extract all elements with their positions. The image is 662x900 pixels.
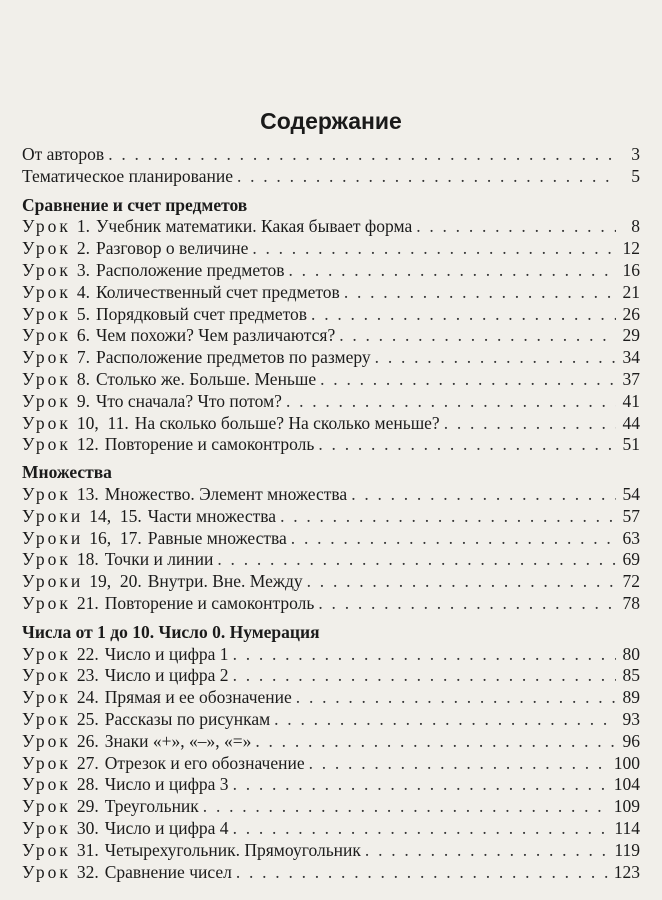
toc-entry xyxy=(22,796,640,818)
page-number: 3 xyxy=(631,144,640,164)
page-number: 63 xyxy=(622,527,640,548)
entry-number: 19, 20. xyxy=(89,571,142,592)
page-number: 51 xyxy=(622,434,640,455)
entry-number: 22. xyxy=(76,643,99,664)
entry-number: 32. xyxy=(76,861,99,882)
entry-title: Разговор о величине xyxy=(95,238,249,259)
entry-title: Расположение предметов по размеру xyxy=(95,347,371,368)
entry-label: Урок xyxy=(22,665,71,686)
dot-leader xyxy=(203,796,610,818)
page-number: 21 xyxy=(622,281,640,302)
toc-entry xyxy=(22,304,640,326)
entry-label: Урок xyxy=(22,281,71,302)
dot-leader xyxy=(233,665,616,687)
page-number: 29 xyxy=(622,325,640,346)
entry-label: Уроки xyxy=(22,527,84,548)
entry-label: Урок xyxy=(22,259,71,280)
toc-entry xyxy=(22,282,640,304)
page-number: 104 xyxy=(613,774,640,795)
toc-entry xyxy=(22,391,640,413)
entry-number: 25. xyxy=(76,708,99,729)
entry-title: Количественный счет предметов xyxy=(95,281,340,302)
page-number: 41 xyxy=(622,390,640,411)
dot-leader xyxy=(233,644,616,666)
entry-label: Урок xyxy=(22,730,71,751)
toc-entry xyxy=(22,369,640,391)
dot-leader xyxy=(444,413,616,435)
entry-label: Урок xyxy=(22,839,71,860)
page-number: 26 xyxy=(622,303,640,324)
table-of-contents xyxy=(22,144,640,883)
entry-label: Урок xyxy=(22,687,71,708)
entry-number: 10, 11. xyxy=(76,412,129,433)
entry-number: 24. xyxy=(76,687,99,708)
page-number: 37 xyxy=(622,368,640,389)
toc-entry xyxy=(22,238,640,260)
page-number: 69 xyxy=(622,549,640,570)
dot-leader xyxy=(233,774,610,796)
entry-number: 7. xyxy=(76,347,90,368)
entry-label: Уроки xyxy=(22,571,84,592)
entry-label: Урок xyxy=(22,796,71,817)
toc-entry xyxy=(22,260,640,282)
entry-title: От авторов xyxy=(22,144,105,164)
entry-title: Внутри. Вне. Между xyxy=(147,571,303,592)
entry-label: Урок xyxy=(22,817,71,838)
dot-leader xyxy=(291,528,616,550)
dot-leader xyxy=(307,571,616,593)
entry-label: Урок xyxy=(22,368,71,389)
section-heading: Числа от 1 до 10. Число 0. Нумерация xyxy=(22,621,320,642)
entry-number: 27. xyxy=(76,752,99,773)
entry-title: Рассказы по рисункам xyxy=(104,708,271,729)
page-title: Содержание xyxy=(260,108,402,134)
section-heading: Сравнение и счет предметов xyxy=(22,194,248,215)
toc-entry xyxy=(22,434,640,456)
toc-entry xyxy=(22,484,640,506)
entry-number: 12. xyxy=(76,434,99,455)
entry-label: Урок xyxy=(22,774,71,795)
entry-title: Число и цифра 4 xyxy=(104,817,229,838)
entry-number: 4. xyxy=(76,281,90,302)
entry-label: Урок xyxy=(22,752,71,773)
page-number: 119 xyxy=(614,839,640,860)
toc-entry xyxy=(22,862,640,884)
entry-number: 26. xyxy=(76,730,99,751)
dot-leader xyxy=(289,260,616,282)
entry-title: Четырехугольник. Прямоугольник xyxy=(104,839,361,860)
dot-leader xyxy=(280,506,616,528)
entry-number: 1. xyxy=(76,216,90,237)
entry-label: Урок xyxy=(22,390,71,411)
dot-leader xyxy=(318,593,616,615)
entry-title: Повторение и самоконтроль xyxy=(104,434,315,455)
toc-entry xyxy=(22,840,640,862)
toc-entry xyxy=(22,644,640,666)
toc-entry xyxy=(22,549,640,571)
page-number: 57 xyxy=(622,505,640,526)
page-number: 72 xyxy=(622,571,640,592)
entry-title: Прямая и ее обозначение xyxy=(104,687,292,708)
page-number: 109 xyxy=(613,796,640,817)
section-heading: Множества xyxy=(22,462,112,483)
entry-title: Треугольник xyxy=(104,796,199,817)
entry-number: 31. xyxy=(76,839,99,860)
dot-leader xyxy=(108,144,616,166)
entry-title: Тематическое планирование xyxy=(22,165,233,186)
entry-label: Урок xyxy=(22,216,71,237)
page-number: 78 xyxy=(622,592,640,613)
dot-leader xyxy=(416,216,616,238)
entry-label: Урок xyxy=(22,238,71,259)
page-number: 34 xyxy=(622,347,640,368)
entry-number: 5. xyxy=(76,303,90,324)
dot-leader xyxy=(339,325,616,347)
page-number: 12 xyxy=(622,238,640,259)
toc-entry xyxy=(22,593,640,615)
toc-entry xyxy=(22,665,640,687)
toc-entry xyxy=(22,818,640,840)
dot-leader xyxy=(309,753,610,775)
entry-title: Число и цифра 3 xyxy=(104,774,229,795)
toc-entry xyxy=(22,709,640,731)
entry-number: 9. xyxy=(76,390,90,411)
entry-label: Урок xyxy=(22,708,71,729)
entry-title: Порядковый счет предметов xyxy=(95,303,308,324)
entry-title: Расположение предметов xyxy=(95,259,285,280)
toc-entry xyxy=(22,166,640,188)
entry-label: Урок xyxy=(22,303,71,324)
entry-number: 16, 17. xyxy=(89,527,142,548)
toc-entry xyxy=(22,506,640,528)
dot-leader xyxy=(255,731,616,753)
dot-leader xyxy=(286,391,616,413)
page-number: 100 xyxy=(613,752,640,773)
page-number: 123 xyxy=(613,861,640,882)
entry-number: 14, 15. xyxy=(89,505,142,526)
toc-entry xyxy=(22,571,640,593)
dot-leader xyxy=(344,282,616,304)
page-number: 80 xyxy=(622,643,640,664)
entry-title: Число и цифра 2 xyxy=(104,665,229,686)
entry-label: Уроки xyxy=(22,505,84,526)
entry-title: Повторение и самоконтроль xyxy=(104,592,315,613)
entry-label: Урок xyxy=(22,434,71,455)
entry-title: Отрезок и его обозначение xyxy=(104,752,305,773)
entry-number: 8. xyxy=(76,368,90,389)
dot-leader xyxy=(233,818,611,840)
entry-title: Точки и линии xyxy=(104,549,214,570)
entry-label: Урок xyxy=(22,592,71,613)
dot-leader xyxy=(237,166,616,188)
entry-title: Множество. Элемент множества xyxy=(104,483,348,504)
dot-leader xyxy=(274,709,616,731)
toc-entry xyxy=(22,347,640,369)
entry-label: Урок xyxy=(22,347,71,368)
entry-number: 21. xyxy=(76,592,99,613)
entry-number: 23. xyxy=(76,665,99,686)
page-number: 8 xyxy=(631,216,640,237)
dot-leader xyxy=(252,238,616,260)
entry-number: 2. xyxy=(76,238,90,259)
entry-title: Учебник математики. Какая бывает форма xyxy=(95,216,413,237)
entry-number: 6. xyxy=(76,325,90,346)
page-number: 44 xyxy=(622,412,640,433)
entry-number: 30. xyxy=(76,817,99,838)
entry-label: Урок xyxy=(22,643,71,664)
entry-number: 18. xyxy=(76,549,99,570)
toc-entry xyxy=(22,325,640,347)
entry-label: Урок xyxy=(22,325,71,346)
entry-title: На сколько больше? На сколько меньше? xyxy=(134,412,440,433)
dot-leader xyxy=(320,369,616,391)
dot-leader xyxy=(365,840,610,862)
entry-title: Части множества xyxy=(147,505,277,526)
page-number: 5 xyxy=(631,165,640,186)
page-number: 114 xyxy=(614,817,640,838)
page-number: 89 xyxy=(622,687,640,708)
toc-entry xyxy=(22,774,640,796)
dot-leader xyxy=(217,549,616,571)
toc-entry xyxy=(22,528,640,550)
entry-title: Столько же. Больше. Меньше xyxy=(95,368,317,389)
toc-entry xyxy=(22,687,640,709)
entry-number: 13. xyxy=(76,483,99,504)
page-number: 96 xyxy=(622,730,640,751)
dot-leader xyxy=(296,687,616,709)
entry-title: Что сначала? Что потом? xyxy=(95,390,282,411)
entry-title: Сравнение чисел xyxy=(104,861,232,882)
page-number: 85 xyxy=(622,665,640,686)
toc-entry xyxy=(22,753,640,775)
toc-entry xyxy=(22,413,640,435)
dot-leader xyxy=(311,304,616,326)
toc-entry xyxy=(22,144,640,166)
entry-title: Число и цифра 1 xyxy=(104,643,229,664)
entry-number: 29. xyxy=(76,796,99,817)
dot-leader xyxy=(375,347,616,369)
entry-number: 3. xyxy=(76,259,90,280)
entry-label: Урок xyxy=(22,412,71,433)
toc-entry xyxy=(22,731,640,753)
entry-label: Урок xyxy=(22,549,71,570)
entry-title: Чем похожи? Чем различаются? xyxy=(95,325,336,346)
dot-leader xyxy=(236,862,610,884)
page-number: 54 xyxy=(622,483,640,504)
page-number: 93 xyxy=(622,708,640,729)
entry-label: Урок xyxy=(22,483,71,504)
entry-number: 28. xyxy=(76,774,99,795)
entry-label: Урок xyxy=(22,861,71,882)
entry-title: Знаки «+», «–», «=» xyxy=(104,730,252,751)
dot-leader xyxy=(318,434,616,456)
dot-leader xyxy=(351,484,616,506)
toc-entry xyxy=(22,216,640,238)
page-number: 16 xyxy=(622,259,640,280)
entry-title: Равные множества xyxy=(147,527,287,548)
